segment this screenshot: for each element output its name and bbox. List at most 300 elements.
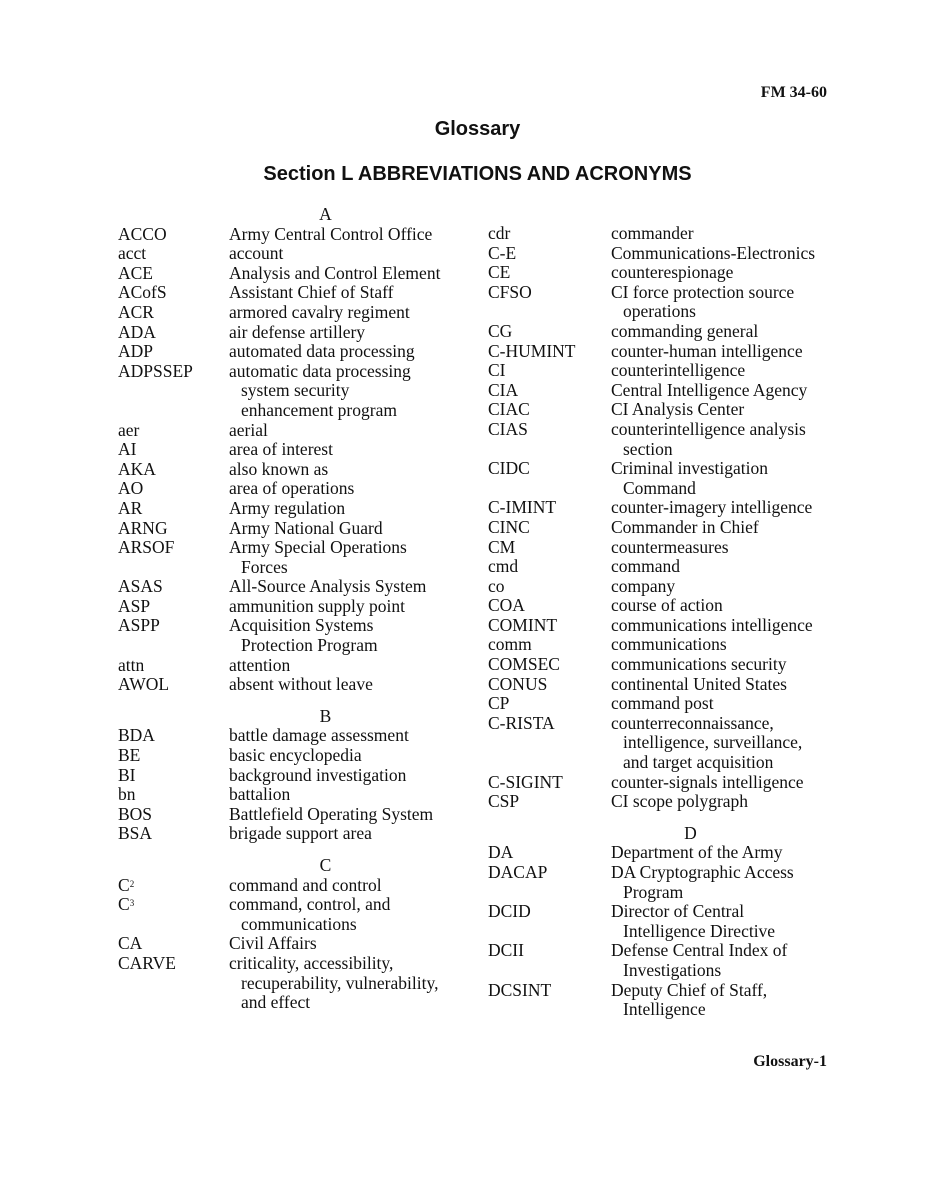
abbreviation-text: AKA: [118, 458, 156, 479]
glossary-entry: [118, 726, 473, 746]
entry-abbreviation: [488, 518, 611, 538]
abbreviation-text: DA: [488, 842, 514, 863]
section-heading: Section L ABBREVIATIONS AND ACRONYMS: [263, 163, 692, 185]
glossary-entry: [118, 264, 473, 284]
abbreviation-text: ADP: [118, 341, 154, 362]
entry-abbreviation: [118, 785, 229, 805]
definition-line: command: [611, 556, 681, 577]
glossary-entry: [488, 596, 833, 616]
definition-line: area of interest: [229, 439, 333, 460]
glossary-entry: [488, 577, 833, 597]
definition-line: armored cavalry regiment: [229, 301, 410, 322]
definition-line: Civil Affairs: [229, 933, 317, 954]
definition-line: Intelligence: [623, 999, 706, 1020]
definition-line: command post: [611, 693, 714, 714]
abbreviation-text: BOS: [118, 803, 153, 824]
abbreviation-text: ACofS: [118, 282, 167, 303]
abbreviation-text: ASAS: [118, 576, 163, 597]
entry-abbreviation: [488, 342, 611, 362]
entry-abbreviation: [488, 538, 611, 558]
entry-abbreviation: [118, 805, 229, 825]
entry-definition: [229, 824, 473, 844]
entry-abbreviation: [488, 616, 611, 636]
entry-definition: [611, 675, 833, 695]
entry-abbreviation: [118, 597, 229, 617]
document-code: FM 34-60: [760, 84, 827, 101]
definition-line: counterintelligence analysis: [611, 418, 806, 439]
abbreviation-text: ASPP: [118, 615, 160, 636]
entry-abbreviation: [118, 460, 229, 480]
definition-line: enhancement program: [241, 399, 397, 420]
definition-line: background investigation: [229, 764, 407, 785]
entry-definition: [611, 714, 833, 773]
definition-line: command, control, and: [229, 894, 391, 915]
entry-definition: [229, 954, 473, 1013]
definition-line: continental United States: [611, 673, 787, 694]
entry-definition: [229, 519, 473, 539]
definition-line: commanding general: [611, 320, 759, 341]
definition-line: Assistant Chief of Staff: [229, 282, 394, 303]
entry-abbreviation: [118, 895, 229, 915]
definition-line: command and control: [229, 874, 382, 895]
abbreviation-text: ARNG: [118, 517, 168, 538]
entry-definition: [611, 538, 833, 558]
abbreviation-text: C-E: [488, 242, 517, 263]
abbreviation-text: C-IMINT: [488, 497, 557, 518]
abbreviation-text: CM: [488, 536, 516, 557]
glossary-entry: [488, 420, 833, 459]
glossary-entry: [488, 902, 833, 941]
entry-definition: [229, 876, 473, 896]
entry-abbreviation: [118, 479, 229, 499]
abbreviation-text: CG: [488, 320, 513, 341]
glossary-entry: [488, 792, 833, 812]
abbreviation-text: ADA: [118, 321, 156, 342]
definition-line: Forces: [241, 556, 288, 577]
glossary-entry: [118, 954, 473, 1013]
entry-abbreviation: [488, 322, 611, 342]
entry-abbreviation: [118, 577, 229, 597]
definition-line: basic encyclopedia: [229, 745, 362, 766]
entry-definition: [611, 518, 833, 538]
glossary-entry: [488, 616, 833, 636]
abbreviation-text: ACR: [118, 301, 154, 322]
entry-definition: [611, 655, 833, 675]
entry-abbreviation: [488, 498, 611, 518]
entry-definition: [611, 322, 833, 342]
glossary-entry: [488, 283, 833, 322]
definition-line: communications: [611, 634, 727, 655]
entry-abbreviation: [488, 283, 611, 303]
abbreviation-text: CARVE: [118, 952, 176, 973]
abbreviation-text: AR: [118, 497, 143, 518]
entry-definition: [611, 596, 833, 616]
definition-line: CI Analysis Center: [611, 399, 745, 420]
definition-line: Analysis and Control Element: [229, 262, 441, 283]
entry-abbreviation: [488, 420, 611, 440]
entry-definition: [611, 843, 833, 863]
entry-definition: [611, 616, 833, 636]
entry-abbreviation: [488, 941, 611, 961]
entry-definition: [229, 342, 473, 362]
glossary-entry: [118, 342, 473, 362]
glossary-entry: [488, 635, 833, 655]
entry-definition: [611, 263, 833, 283]
entry-abbreviation: [118, 440, 229, 460]
glossary-entry: [488, 459, 833, 498]
glossary-entry: [118, 785, 473, 805]
definition-line: Army National Guard: [229, 517, 383, 538]
entry-abbreviation: [118, 323, 229, 343]
page-number: Glossary-1: [753, 1053, 827, 1070]
abbreviation-text: CIAC: [488, 399, 530, 420]
definition-line: communications intelligence: [611, 614, 813, 635]
abbreviation-text: CSP: [488, 791, 520, 812]
glossary-entry: [488, 518, 833, 538]
entry-definition: [229, 726, 473, 746]
entry-definition: [229, 934, 473, 954]
entry-definition: [611, 577, 833, 597]
definition-line: account: [229, 243, 284, 264]
definition-line: Intelligence Directive: [623, 920, 776, 941]
abbreviation-text: aer: [118, 419, 140, 440]
abbreviation-text: ASP: [118, 595, 151, 616]
definition-line: CI force protection source: [611, 281, 795, 302]
abbreviation-text: C-RISTA: [488, 712, 555, 733]
entry-abbreviation: [488, 981, 611, 1001]
abbreviation-text: BDA: [118, 725, 155, 746]
entry-abbreviation: [118, 421, 229, 441]
entry-abbreviation: [118, 954, 229, 974]
abbreviation-text: CE: [488, 262, 511, 283]
definition-line: Command: [623, 477, 696, 498]
glossary-entry: [488, 694, 833, 714]
glossary-entry: [488, 557, 833, 577]
entry-abbreviation: [118, 264, 229, 284]
entry-abbreviation: [488, 675, 611, 695]
entry-abbreviation: [118, 538, 229, 558]
abbreviation-text: CP: [488, 693, 510, 714]
abbreviation-text: C-HUMINT: [488, 340, 576, 361]
abbreviation-text: acct: [118, 243, 147, 264]
glossary-entry: [118, 895, 473, 934]
abbreviation-text: DCID: [488, 901, 531, 922]
definition-line: Acquisition Systems: [229, 615, 374, 636]
entry-abbreviation: [118, 616, 229, 636]
entry-abbreviation: [488, 577, 611, 597]
definition-line: counter-signals intelligence: [611, 771, 804, 792]
glossary-entry: [118, 362, 473, 421]
abbreviation-text: DCSINT: [488, 979, 552, 1000]
definition-line: CI scope polygraph: [611, 791, 749, 812]
abbreviation-text: co: [488, 575, 505, 596]
definition-line: Program: [623, 881, 684, 902]
abbreviation-text: C-SIGINT: [488, 771, 563, 792]
glossary-entry: [118, 538, 473, 577]
abbreviation-text: CIA: [488, 379, 519, 400]
entry-abbreviation: [118, 244, 229, 264]
glossary-entry: [488, 773, 833, 793]
glossary-entry: [118, 805, 473, 825]
entry-abbreviation: [118, 499, 229, 519]
glossary-entry: [118, 460, 473, 480]
entry-abbreviation: [118, 656, 229, 676]
entry-abbreviation: [488, 459, 611, 479]
definition-line: counter-human intelligence: [611, 340, 803, 361]
abbreviation-text: CA: [118, 933, 143, 954]
letter-heading: D: [684, 822, 697, 843]
entry-definition: [229, 895, 473, 934]
entry-abbreviation: [488, 773, 611, 793]
glossary-entry: [118, 244, 473, 264]
glossary-column-left: [118, 205, 473, 1013]
definition-line: communications security: [611, 654, 787, 675]
definition-line: and effect: [241, 992, 311, 1013]
entry-definition: [611, 283, 833, 322]
definition-line: brigade support area: [229, 823, 372, 844]
entry-definition: [611, 941, 833, 980]
entry-definition: [611, 361, 833, 381]
definition-line: system security: [241, 380, 350, 401]
entry-abbreviation: [118, 876, 229, 896]
entry-definition: [611, 902, 833, 941]
entry-definition: [229, 362, 473, 421]
abbreviation-text: comm: [488, 634, 532, 655]
abbreviation-text: CONUS: [488, 673, 548, 694]
abbreviation-superscript: 2: [129, 878, 135, 889]
definition-line: commander: [611, 223, 694, 243]
entry-definition: [611, 459, 833, 498]
definition-line: area of operations: [229, 478, 355, 499]
definition-line: battle damage assessment: [229, 725, 409, 746]
glossary-entry: [488, 981, 833, 1020]
entry-definition: [229, 283, 473, 303]
entry-definition: [229, 303, 473, 323]
entry-definition: [611, 694, 833, 714]
glossary-entry: [488, 361, 833, 381]
glossary-entry: [488, 224, 833, 244]
abbreviation-text: ADPSSEP: [118, 360, 193, 381]
entry-definition: [229, 499, 473, 519]
entry-definition: [611, 381, 833, 401]
abbreviation-text: COMINT: [488, 614, 558, 635]
glossary-entry: [118, 746, 473, 766]
glossary-entry: [488, 675, 833, 695]
abbreviation-text: BI: [118, 764, 136, 785]
entry-abbreviation: [118, 746, 229, 766]
glossary-entry: [118, 303, 473, 323]
glossary-entry: [118, 421, 473, 441]
glossary-entry: [118, 499, 473, 519]
definition-line: battalion: [229, 784, 291, 805]
abbreviation-text: cdr: [488, 223, 511, 243]
definition-line: Army Central Control Office: [229, 223, 433, 244]
entry-definition: [611, 981, 833, 1020]
glossary-entry: [118, 577, 473, 597]
entry-abbreviation: [118, 283, 229, 303]
definition-line: automated data processing: [229, 341, 415, 362]
glossary-entry: [118, 656, 473, 676]
definition-line: Army regulation: [229, 497, 346, 518]
entry-definition: [229, 538, 473, 577]
abbreviation-text: cmd: [488, 556, 519, 577]
entry-abbreviation: [118, 519, 229, 539]
glossary-entry: [118, 479, 473, 499]
entry-abbreviation: [118, 726, 229, 746]
abbreviation-text: bn: [118, 784, 136, 805]
definition-line: All-Source Analysis System: [229, 576, 427, 597]
entry-abbreviation: [118, 225, 229, 245]
glossary-entry: [118, 675, 473, 695]
definition-line: Army Special Operations: [229, 537, 407, 558]
entry-abbreviation: [118, 934, 229, 954]
entry-abbreviation: [488, 557, 611, 577]
glossary-entry: [488, 538, 833, 558]
definition-line: Communications-Electronics: [611, 242, 816, 263]
entry-definition: [229, 479, 473, 499]
entry-definition: [611, 498, 833, 518]
abbreviation-text: CINC: [488, 516, 530, 537]
entry-abbreviation: [118, 675, 229, 695]
entry-definition: [611, 342, 833, 362]
definition-line: counterespionage: [611, 262, 734, 283]
glossary-entry: [118, 440, 473, 460]
definition-line: recuperability, vulnerability,: [241, 972, 439, 993]
glossary-entry: [118, 876, 473, 896]
definition-line: absent without leave: [229, 674, 373, 695]
abbreviation-text: BE: [118, 745, 141, 766]
glossary-entry: [488, 400, 833, 420]
entry-definition: [229, 785, 473, 805]
definition-line: Protection Program: [241, 635, 378, 656]
definition-line: operations: [623, 301, 696, 322]
letter-heading: A: [319, 204, 332, 224]
definition-line: Central Intelligence Agency: [611, 379, 808, 400]
definition-line: company: [611, 575, 676, 596]
entry-definition: [229, 597, 473, 617]
entry-abbreviation: [488, 863, 611, 883]
entry-definition: [229, 656, 473, 676]
entry-definition: [229, 244, 473, 264]
definition-line: Criminal investigation: [611, 458, 768, 479]
entry-abbreviation: [488, 400, 611, 420]
glossary-entry: [118, 519, 473, 539]
glossary-entry: [118, 934, 473, 954]
abbreviation-text: CIDC: [488, 458, 530, 479]
entry-abbreviation: [488, 655, 611, 675]
abbreviation-text: DACAP: [488, 862, 548, 882]
definition-line: section: [623, 438, 673, 459]
entry-definition: [229, 616, 473, 655]
abbreviation-text: C: [118, 894, 130, 915]
definition-line: Director of Central: [611, 901, 745, 922]
letter-heading: C: [319, 855, 332, 875]
entry-definition: [229, 460, 473, 480]
definition-line: aerial: [229, 419, 268, 440]
glossary-entry: [488, 244, 833, 264]
abbreviation-text: AO: [118, 478, 144, 499]
entry-definition: [611, 400, 833, 420]
definition-line: Commander in Chief: [611, 516, 759, 537]
glossary-entry: [488, 655, 833, 675]
entry-abbreviation: [488, 635, 611, 655]
definition-line: counterintelligence: [611, 360, 746, 381]
definition-line: attention: [229, 654, 291, 675]
abbreviation-text: BSA: [118, 823, 153, 844]
entry-abbreviation: [488, 361, 611, 381]
definition-line: communications: [241, 913, 357, 934]
glossary-entry: [118, 766, 473, 786]
entry-abbreviation: [488, 843, 611, 863]
definition-line: ammunition supply point: [229, 595, 405, 616]
abbreviation-text: CFSO: [488, 281, 532, 302]
definition-line: air defense artillery: [229, 321, 366, 342]
entry-abbreviation: [488, 694, 611, 714]
entry-definition: [611, 244, 833, 264]
letter-heading: B: [319, 705, 332, 726]
definition-line: counter-imagery intelligence: [611, 497, 813, 518]
entry-abbreviation: [118, 303, 229, 323]
definition-line: Deputy Chief of Staff,: [611, 979, 768, 1000]
abbreviation-text: C: [118, 874, 130, 895]
definition-line: Battlefield Operating System: [229, 803, 434, 824]
entry-definition: [611, 863, 833, 902]
abbreviation-text: COMSEC: [488, 654, 560, 675]
entry-definition: [611, 792, 833, 812]
entry-definition: [229, 675, 473, 695]
entry-abbreviation: [488, 263, 611, 283]
definition-line: counterreconnaissance,: [611, 712, 774, 733]
entry-definition: [229, 805, 473, 825]
entry-abbreviation: [118, 362, 229, 382]
abbreviation-text: COA: [488, 595, 525, 616]
entry-abbreviation: [488, 596, 611, 616]
glossary-column-right: [488, 224, 833, 1020]
entry-definition: [229, 421, 473, 441]
entry-abbreviation: [488, 902, 611, 922]
glossary-entry: [488, 342, 833, 362]
abbreviation-text: attn: [118, 654, 145, 675]
abbreviation-text: ARSOF: [118, 537, 175, 558]
entry-abbreviation: [488, 224, 611, 244]
entry-definition: [611, 635, 833, 655]
entry-abbreviation: [488, 792, 611, 812]
abbreviation-text: AI: [118, 439, 137, 460]
definition-line: course of action: [611, 595, 723, 616]
entry-definition: [611, 773, 833, 793]
entry-definition: [611, 224, 833, 244]
abbreviation-text: AWOL: [118, 674, 170, 695]
glossary-entry: [488, 263, 833, 283]
glossary-entry: [118, 824, 473, 844]
glossary-entry: [488, 843, 833, 863]
definition-line: countermeasures: [611, 536, 729, 557]
definition-line: DA Cryptographic Access: [611, 862, 794, 882]
entry-abbreviation: [118, 342, 229, 362]
glossary-entry: [118, 597, 473, 617]
entry-definition: [229, 323, 473, 343]
glossary-entry: [118, 616, 473, 655]
glossary-entry: [488, 714, 833, 773]
definition-line: also known as: [229, 458, 329, 479]
abbreviation-text: ACCO: [118, 223, 167, 244]
glossary-entry: [488, 498, 833, 518]
entry-definition: [229, 225, 473, 245]
glossary-entry: [118, 323, 473, 343]
glossary-entry: [488, 941, 833, 980]
definition-line: criticality, accessibility,: [229, 952, 394, 973]
definition-line: and target acquisition: [623, 752, 774, 773]
